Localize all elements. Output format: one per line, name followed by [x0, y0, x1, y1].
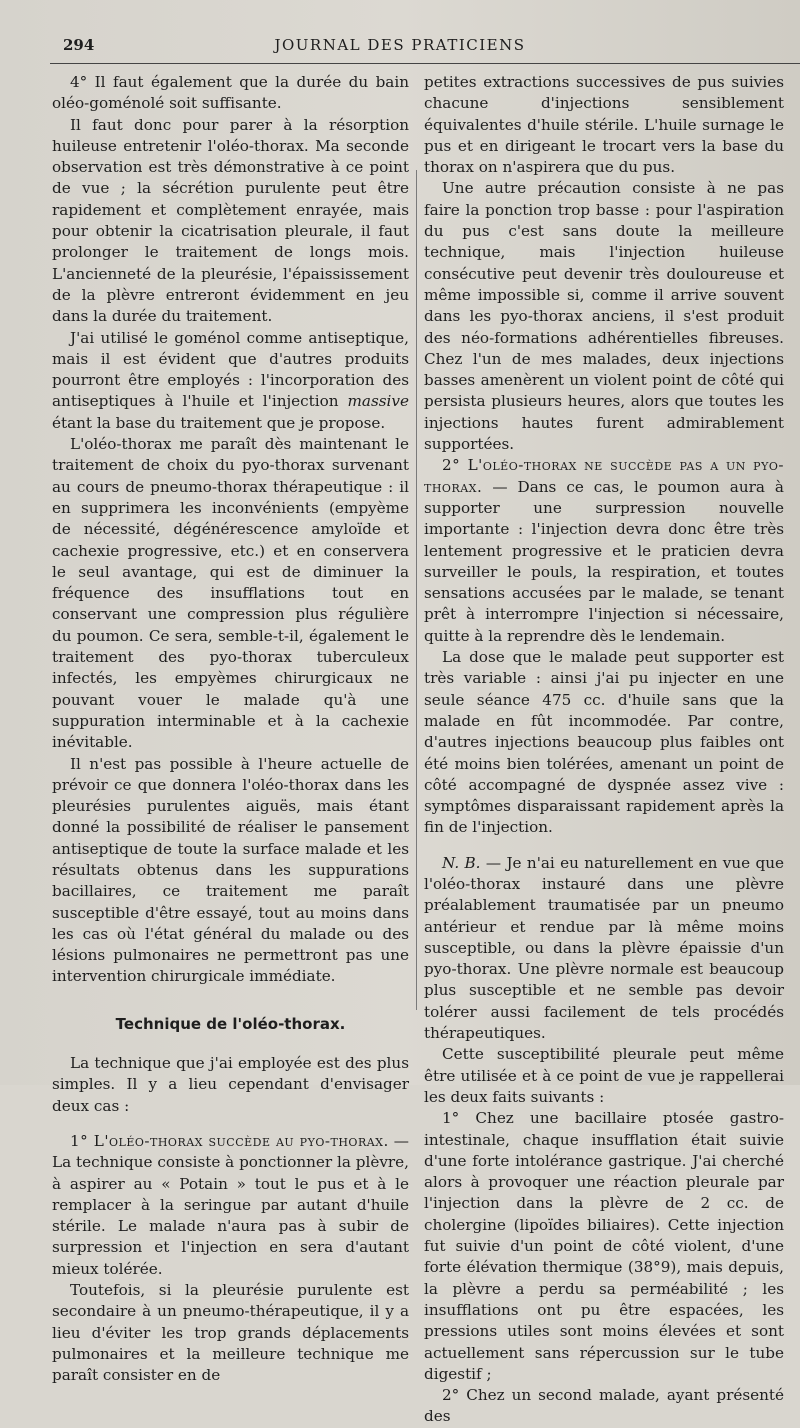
- paragraph: Une autre précaution consiste à ne pas faire la ponction trop basse : pour l'aspiration du pus c'est sans doute la meilleure technique, mais l'injection huileuse consécutive peut devenir très douloureuse et même impossible si, comme il arrive souvent dans les pyo-thorax anciens, il s'est produit des néo-formations adhérentielles fibreuses. Chez l'un de mes malades, deux injections basses amenèrent un violent point de côté qui persista plusieurs heures, alors que toutes les injections hautes furent admirablement supportées.: [424, 179, 784, 454]
- paragraph-text: — Je n'ai eu naturellement en vue que l'oléo-thorax instauré dans une plèvre préalablement traumatisée par un pneumo antérieur et rendue par là même moins susceptible, ou dans la plèvre épaissie d'un pyo-thorax. Une plèvre normale est beaucoup plus susceptible et ne semble pas devoir tolérer aussi facilement de tels procédés thérapeutiques.: [424, 853, 784, 1043]
- paragraph: 1° Chez une bacillaire ptosée gastro-intestinale, chaque insufflation était suivie d'une forte intolérance gastrique. J'ai cherché alors à provoquer une réaction pleurale par l'injection dans la plèvre de 2 cc. de cholergine (lipoïdes biliaires). Cette injection fut suivie d'un point de côté violent, d'une forte élévation thermique (38°9), mais depuis, la plèvre a perdu sa perméabilité ; les insufflations ont pu être espacées, les pressions utiles sont moins élevées et sont actuellement sans répercussion sur le tube digestif ;: [424, 1109, 784, 1383]
- paragraph: 4° Il faut également que la durée du bain oléo-goménolé soit suffisante.: [52, 73, 409, 113]
- page-header: [0, 36, 800, 60]
- paragraph-text: étant la base du traitement que je propose.: [52, 413, 386, 432]
- paragraph: Cette susceptibilité pleurale peut même être utilisée et à ce point de vue je rappellerai les deux faits suivants :: [424, 1045, 784, 1106]
- column-divider: [416, 170, 417, 1010]
- note-label: N. B.: [442, 853, 481, 872]
- paragraph: 2° Chez un second malade, ayant présenté des: [424, 1386, 784, 1426]
- left-column: [52, 72, 409, 1387]
- paragraph: [52, 1131, 409, 1280]
- spacer: [52, 1117, 409, 1131]
- case-heading: 2° L'oléo-thorax ne succède pas a un pyo-thorax.: [424, 456, 784, 496]
- case-heading: 1° L'oléo-thorax succède au pyo-thorax.: [70, 1131, 389, 1150]
- paragraph: Il n'est pas possible à l'heure actuelle de prévoir ce que donnera l'oléo-thorax dans les pleurésies purulentes aiguës, mais étant donné la possibilité de réaliser le pansement antiseptique de toute la surface malade et les résultats obtenus dans les suppurations bacillaires, ce traitement me paraît susceptible d'être essayé, tout au moins dans les cas où l'état général du malade ou des lésions pulmonaires ne permettront pas une intervention chirurgicale immédiate.: [52, 754, 409, 986]
- paragraph: petites extractions successives de pus suivies chacune d'injections sensiblement équivalentes d'huile stérile. L'huile surnage le pus et en dirigeant le trocart vers la base du thorax on n'aspirera que du pus.: [424, 73, 784, 177]
- spacer: [424, 839, 784, 853]
- paragraph: [424, 853, 784, 1045]
- paragraph: [424, 455, 784, 647]
- paragraph-text: J'ai utilisé le goménol comme antiseptique, mais il est évident que d'autres produits pourront être employés : l'incorporation des antiseptiques à l'huile et l'injection: [52, 328, 409, 411]
- running-title: JOURNAL DES PRATICIENS: [274, 36, 526, 54]
- paragraph-text: — La technique consiste à ponctionner la plèvre, à aspirer au « Potain » tout le pus et à le remplacer à la seringue par autant d'huile stérile. Le malade n'aura pas à subir de surpression et l'injection en sera d'autant mieux tolérée.: [52, 1131, 409, 1278]
- right-column: [424, 72, 784, 1428]
- header-rule: [50, 63, 800, 64]
- section-heading: Technique de l'oléo-thorax.: [115, 1014, 346, 1033]
- page-number: 294: [63, 36, 95, 54]
- paragraph: La dose que le malade peut supporter est très variable : ainsi j'ai pu injecter en une seule séance 475 cc. d'huile sans que la malade en fût incommodée. Par contre, d'autres injections beaucoup plus faibles ont été moins bien tolérées, amenant un point de côté accompagné de dyspnée assez vive : symptômes disparaissant rapidement après la fin de l'injection.: [424, 648, 784, 837]
- paragraph: [52, 328, 409, 434]
- paragraph: L'oléo-thorax me paraît dès maintenant le traitement de choix du pyo-thorax survenant au cours de pneumo-thorax thérapeutique : il en supprimera les inconvénients (empyème de nécessité, dégénérescence amyloïde et cachexie progressive, etc.) et en conservera le seul avantage, qui est de diminuer la fréquence des insufflations tout en conservant une compression plus régulière du poumon. Ce sera, semble-t-il, également le traitement des pyo-thorax tuberculeux infectés, les empyèmes chirurgicaux ne pouvant vouer le malade qu'à une suppuration interminable et à la cachexie inévitable.: [52, 435, 409, 752]
- paragraph-text: — Dans ce cas, le poumon aura à supporter une surpression nouvelle importante : l'injection devra donc être très lentement progressive et le praticien devra surveiller le pouls, la respiration, et toutes sensations accusées par le malade, se tenant prêt à interrompre l'injection si nécessaire, quitte à la reprendre dès le lendemain.: [424, 477, 784, 645]
- paragraph: La technique que j'ai employée est des plus simples. Il y a lieu cependant d'envisager deux cas :: [52, 1054, 409, 1115]
- emphasis: massive: [347, 392, 409, 411]
- paragraph: Il faut donc pour parer à la résorption huileuse entretenir l'oléo-thorax. Ma seconde observation est très démonstrative à ce point de vue ; la sécrétion purulente peut être rapidement et complètement enrayée, mais pour obtenir la cicatrisation pleurale, il faut prolonger le traitement de longs mois. L'ancienneté de la pleurésie, l'épaississement de la plèvre entreront évidemment en jeu dans la durée du traitement.: [52, 115, 409, 326]
- paragraph: Toutefois, si la pleurésie purulente est secondaire à un pneumo-thérapeutique, il y a lieu d'éviter les trop grands déplacements pulmonaires et la meilleure technique me paraît consister en de: [52, 1281, 409, 1385]
